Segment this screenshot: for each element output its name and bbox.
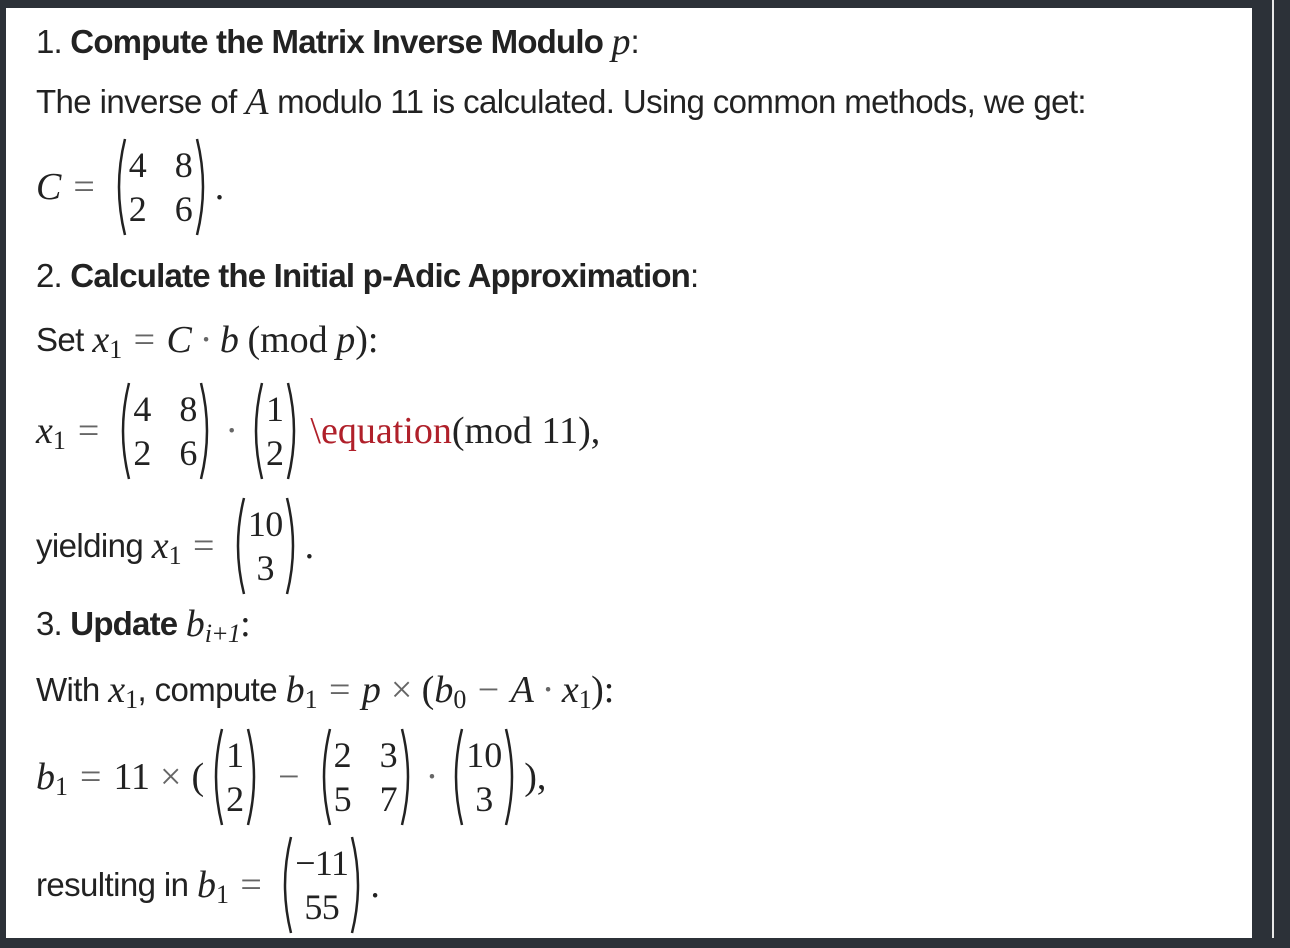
minus-operator: − [477, 669, 499, 711]
var-x: x [108, 669, 126, 711]
step3-equation [36, 724, 546, 830]
dot-operator: · [199, 319, 212, 361]
step1-text-b: modulo 11 is calculated. Using common methods, we get: [277, 83, 1086, 120]
right-paren [199, 381, 215, 481]
open-paren: ( [191, 756, 205, 798]
step1-number: 1. [36, 23, 62, 60]
step1-title: Compute the Matrix Inverse Modulo [70, 23, 604, 60]
vector-cell: 10 [466, 735, 503, 775]
left-paren [230, 496, 246, 596]
step1-text [36, 78, 1086, 126]
window-frame-divider [1272, 0, 1274, 948]
open-paren: ( [421, 669, 435, 711]
vector-b [248, 381, 302, 481]
var-x: x [36, 410, 53, 452]
var-p: p [361, 669, 381, 711]
matrix-cell: 4 [128, 145, 147, 185]
matrix-C [111, 137, 211, 237]
vector-x1 [448, 727, 520, 827]
step3-heading [36, 598, 251, 650]
var-b: b [196, 864, 216, 906]
times-operator: × [390, 669, 412, 711]
var-b: b [219, 319, 239, 361]
equals-sign: = [192, 525, 214, 567]
left-paren [208, 727, 224, 827]
left-paren [277, 835, 293, 935]
left-paren [248, 381, 264, 481]
var-x: x [561, 669, 579, 711]
vector-cell: 2 [226, 779, 245, 819]
step2-equation [36, 378, 600, 484]
vector-cell: 3 [256, 548, 274, 588]
left-paren [316, 727, 332, 827]
vector-cell: 1 [265, 389, 284, 429]
step3-number: 3. [36, 605, 62, 642]
step1-text-a: The inverse of [36, 83, 237, 120]
window-frame-bottom [0, 938, 1290, 948]
matrix-C [115, 381, 215, 481]
matrix-cell: 6 [179, 433, 198, 473]
var-A: A [510, 669, 534, 711]
right-paren [246, 727, 262, 827]
subscript: 1 [304, 685, 317, 714]
step2-number: 2. [36, 257, 62, 294]
var-b: b [285, 669, 305, 711]
var-p: p [336, 319, 356, 361]
dot-operator: · [425, 756, 439, 798]
subscript: 1 [215, 880, 229, 909]
matrix-cell: 5 [333, 779, 352, 819]
vector-cell: 55 [304, 887, 340, 927]
close-paren: ), [524, 756, 547, 798]
subscript: 1 [52, 426, 66, 455]
step3-colon: : [240, 603, 251, 645]
step3-with-line [36, 664, 614, 716]
right-paren [504, 727, 520, 827]
left-paren [111, 137, 127, 237]
vector-b1 [277, 835, 366, 935]
matrix-cell: 2 [128, 189, 147, 229]
matrix-cell: 4 [133, 389, 152, 429]
dot-operator: · [225, 410, 238, 452]
step1-var-p: p [611, 21, 631, 63]
step1-var-A: A [245, 81, 269, 123]
compute-text: , compute [137, 671, 277, 708]
vector-cell: 1 [226, 735, 245, 775]
equals-sign: = [240, 864, 262, 906]
equals-sign: = [77, 410, 100, 452]
window-frame-top [0, 0, 1290, 8]
var-x: x [92, 319, 110, 361]
step1-equation [36, 134, 224, 240]
vector-x1 [230, 496, 301, 596]
matrix-cell: 7 [379, 779, 398, 819]
equals-sign: = [80, 756, 102, 798]
var-b: b [185, 603, 205, 645]
period: . [304, 525, 315, 567]
subscript: 0 [453, 685, 466, 714]
step2-set-line [36, 314, 378, 366]
step1-heading [36, 18, 639, 66]
subscript: 1 [578, 685, 592, 714]
mod-close: ): [355, 319, 379, 361]
subscript: 1 [125, 685, 138, 714]
matrix-cell: 3 [379, 735, 398, 775]
right-paren [350, 835, 366, 935]
step2-title: Calculate the Initial p-Adic Approximation [70, 257, 691, 294]
period: . [214, 166, 225, 208]
step2-colon: : [690, 257, 699, 294]
step3-result [36, 832, 380, 938]
subscript: 1 [109, 335, 122, 364]
subscript: 1 [55, 772, 68, 801]
step3-title: Update [70, 605, 178, 642]
var-C: C [166, 319, 192, 361]
right-paren [286, 381, 302, 481]
step2-heading [36, 252, 698, 300]
left-paren [115, 381, 131, 481]
with-text: With [36, 671, 100, 708]
window-frame-right [1252, 0, 1290, 948]
dot-operator: · [541, 669, 554, 711]
step2-yielding [36, 492, 314, 600]
matrix-cell: 8 [174, 145, 193, 185]
right-paren [400, 727, 416, 827]
eq-lhs-C: C [36, 166, 62, 208]
matrix-cell: 8 [179, 389, 198, 429]
var-b: b [36, 756, 55, 798]
subscript: 1 [168, 541, 181, 570]
matrix-cell: 6 [174, 189, 193, 229]
number-11: 11 [113, 756, 151, 798]
minus-operator: − [278, 756, 300, 798]
yield-text: yielding [36, 527, 144, 564]
step1-colon: : [630, 23, 639, 60]
document-page [6, 8, 1252, 938]
matrix-cell: 2 [333, 735, 352, 775]
period: . [370, 864, 380, 906]
latex-error-command: \equation [310, 410, 452, 452]
var-b: b [434, 669, 454, 711]
matrix-cell: 2 [133, 433, 152, 473]
vector-cell: 2 [265, 433, 284, 473]
equals-sign: = [328, 669, 350, 711]
left-paren [448, 727, 464, 827]
equals-sign: = [73, 166, 95, 208]
close-paren: ): [591, 669, 615, 711]
matrix-A [316, 727, 416, 827]
right-paren [195, 137, 211, 237]
times-operator: × [160, 756, 182, 798]
mod-11: (mod 11), [451, 410, 601, 452]
subscript: i+1 [204, 619, 241, 648]
mod-open: (mod [247, 319, 328, 361]
vector-cell: 3 [475, 779, 494, 819]
right-paren [285, 496, 301, 596]
step2-set-text: Set [36, 321, 84, 358]
var-x: x [151, 525, 169, 567]
equals-sign: = [133, 319, 155, 361]
vector-cell: 10 [247, 504, 283, 544]
result-text: resulting in [36, 866, 189, 903]
vector-cell: −11 [295, 843, 349, 883]
vector-b0 [208, 727, 262, 827]
